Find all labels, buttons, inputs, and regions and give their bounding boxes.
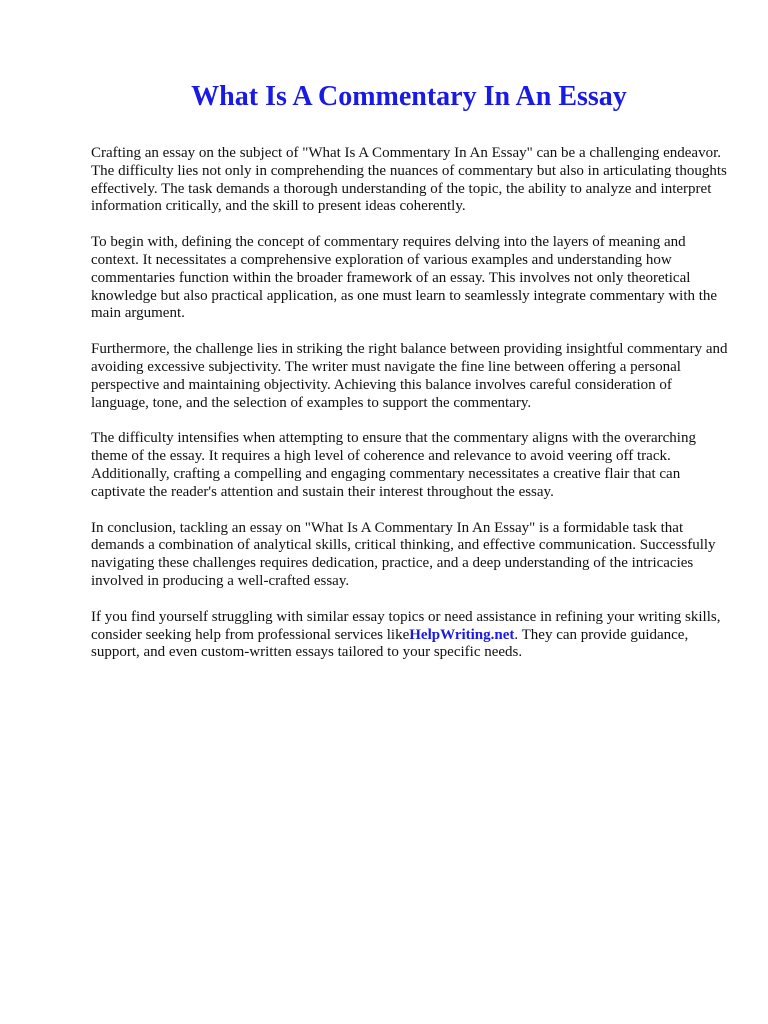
essay-body: [91, 145, 731, 680]
closing-text-before-link: If you find yourself struggling with similar essay topics or need assistance in refining your writing skills, consider seeking help from professional services like: [91, 608, 721, 643]
closing-paragraph: [91, 609, 731, 662]
closing-text-after-link: . They can provide guidance, support, and even custom-written essays tailored to your specific needs.: [91, 626, 689, 661]
paragraph-4: The difficulty intensifies when attempting to ensure that the commentary aligns with the overarching theme of the essay. It requires a high level of coherence and relevance to avoid veering off track. Additionally, crafting a compelling and engaging commentary necessitates a creative flair that can captivate the reader's attention and sustain their interest throughout the essay.: [91, 430, 696, 500]
paragraph-2: To begin with, defining the concept of commentary requires delving into the layers of meaning and context. It necessitates a comprehensive exploration of various examples and understanding how commentaries function within the broader framework of an essay. This involves not only theoretical knowledge but also practical application, as one must learn to seamlessly integrate commentary with the main argument.: [91, 234, 718, 322]
helpwriting-link[interactable]: HelpWriting.net: [409, 626, 515, 643]
paragraph-3: Furthermore, the challenge lies in striking the right balance between providing insightful commentary and avoiding excessive subjectivity. The writer must navigate the fine line between offering a personal perspective and maintaining objectivity. Achieving this balance involves careful consideration of language, tone, and the selection of examples to support the commentary.: [91, 341, 728, 411]
paragraph-1: Crafting an essay on the subject of "What Is A Commentary In An Essay" can be a challenging endeavor. The difficulty lies not only in comprehending the nuances of commentary but also in articulating thoughts effectively. The task demands a thorough understanding of the topic, the ability to analyze and interpret information critically, and the skill to present ideas coherently.: [91, 145, 727, 215]
page-title: What Is A Commentary In An Essay: [191, 81, 627, 112]
paragraph-5: In conclusion, tackling an essay on "What Is A Commentary In An Essay" is a formidable task that demands a combination of analytical skills, critical thinking, and effective communication. Successfully navigating these challenges requires dedication, practice, and a deep understanding of the intricacies involved in producing a well-crafted essay.: [91, 519, 716, 589]
